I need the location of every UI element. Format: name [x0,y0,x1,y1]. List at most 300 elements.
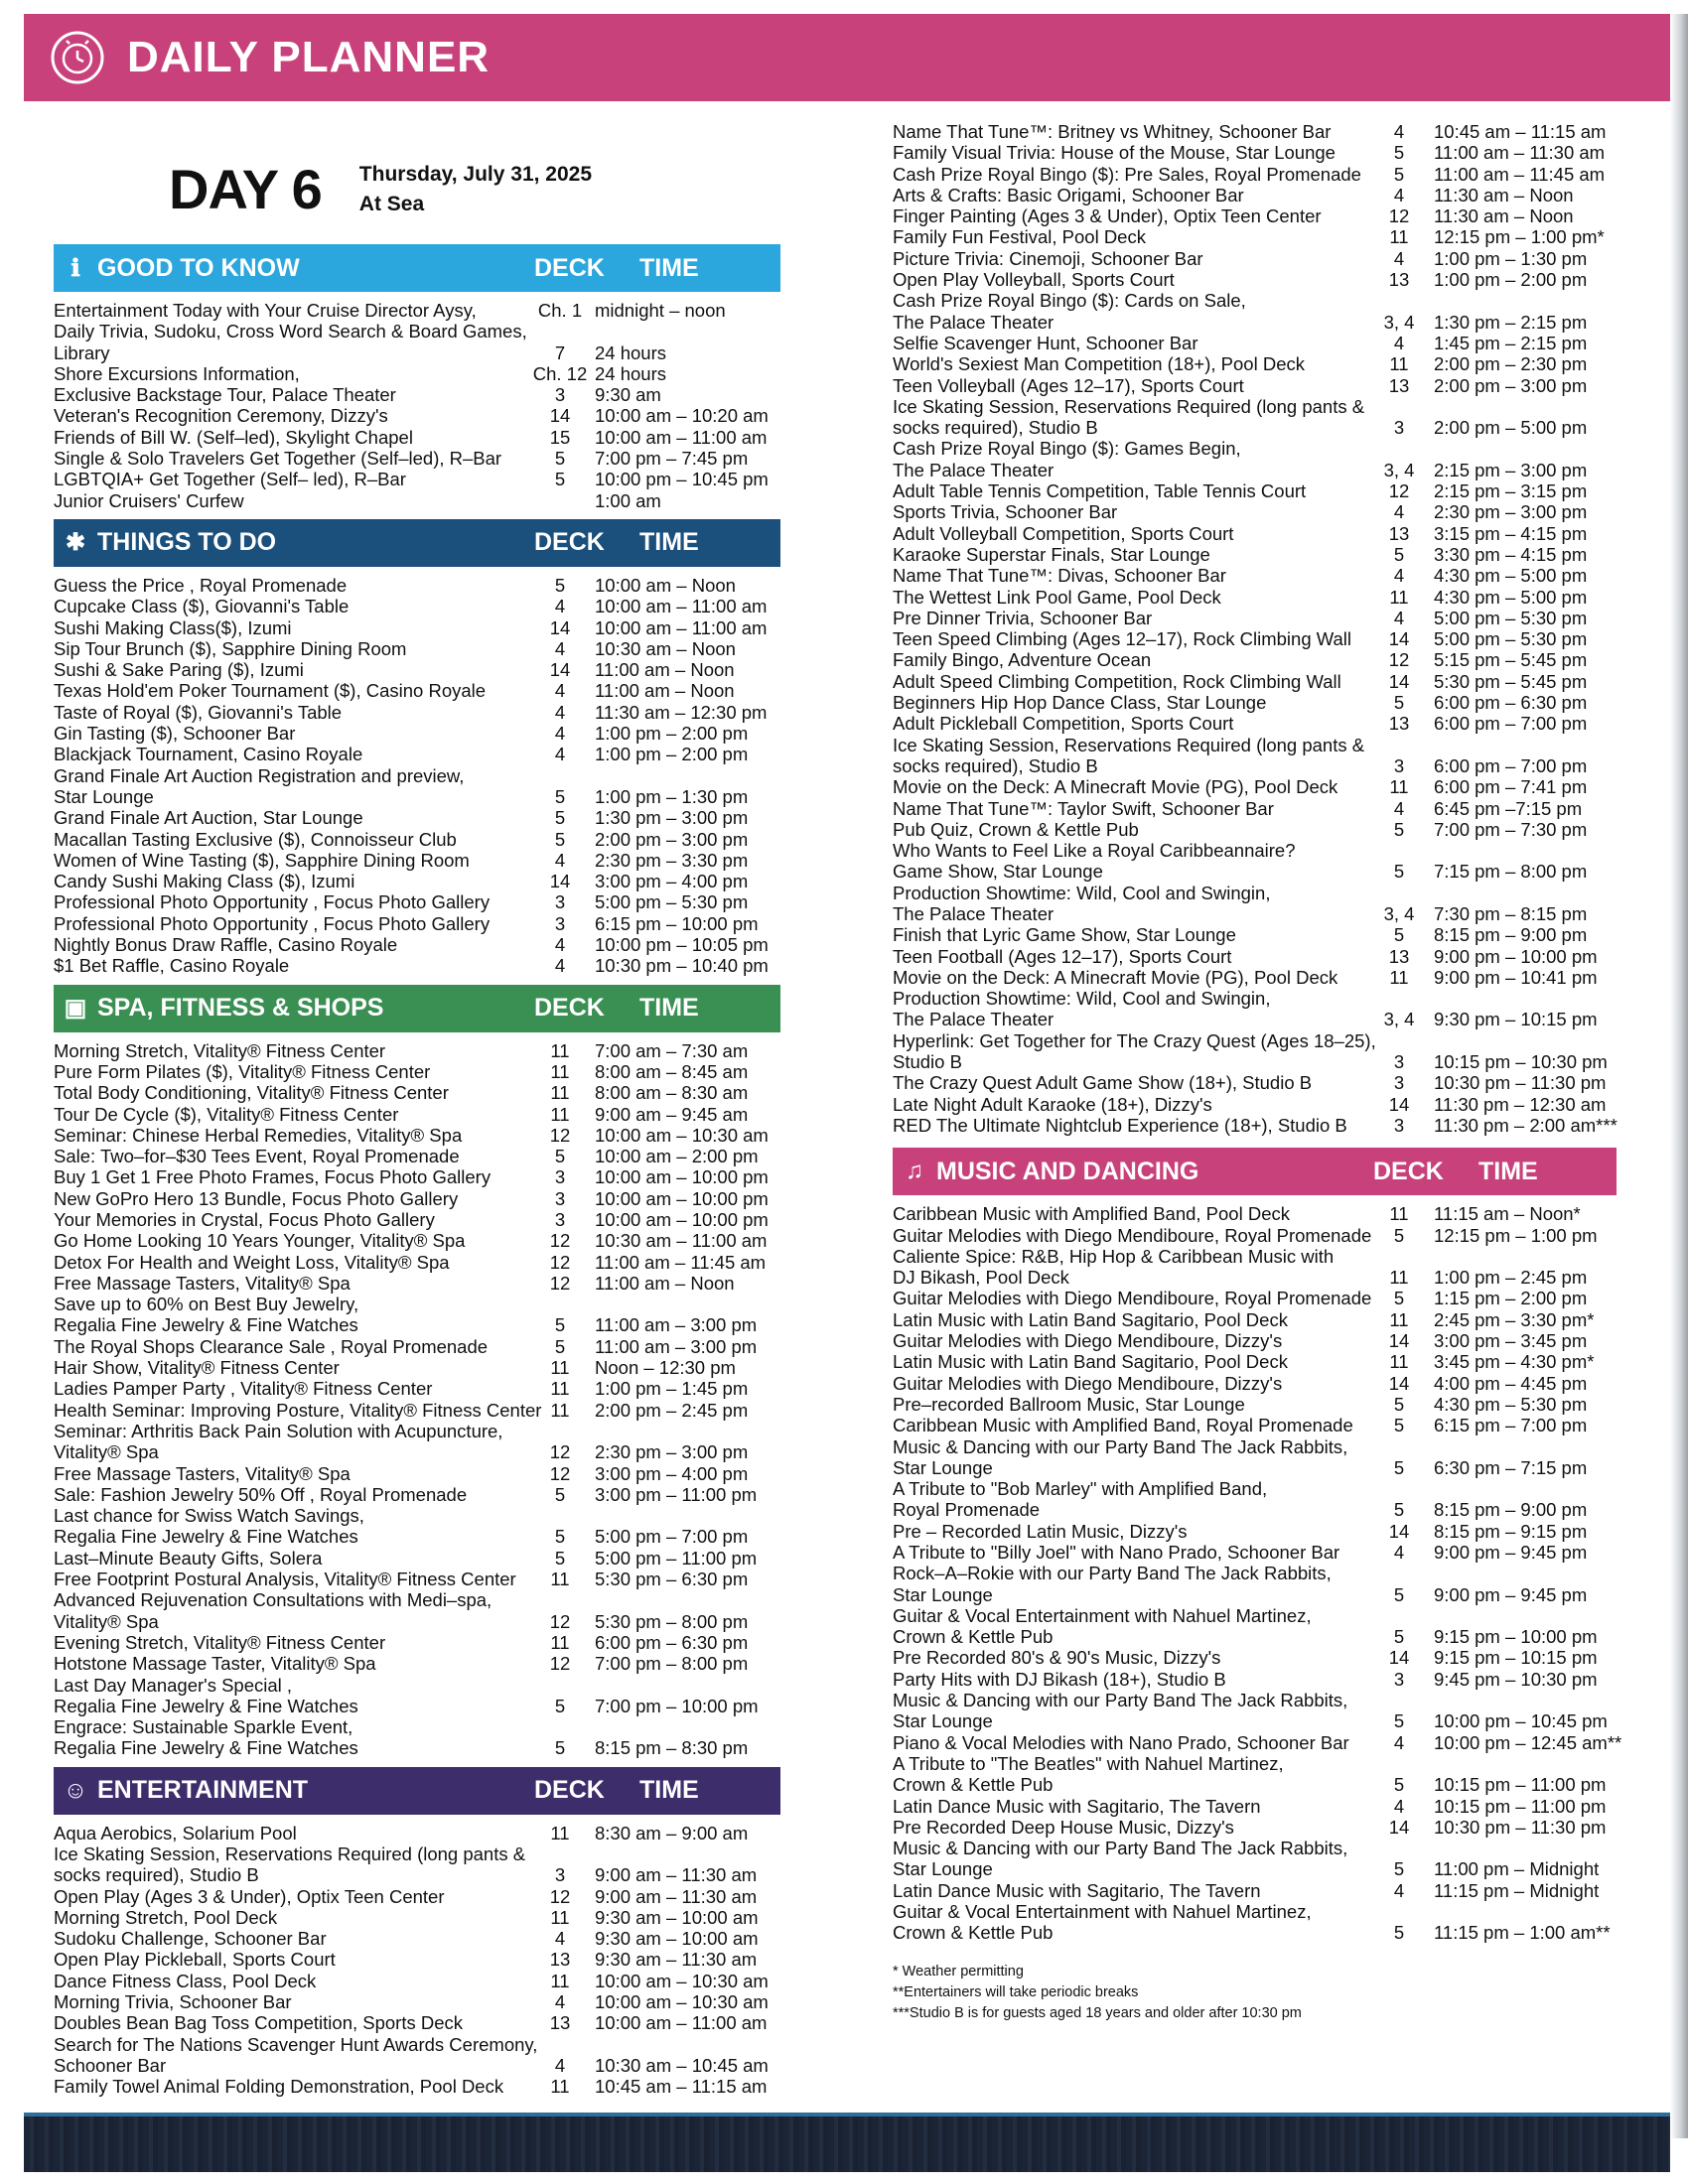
schedule-event: Ice Skating Session, Reservations Required (long pants & [893,395,1365,417]
schedule-event: The Crazy Quest Adult Game Show (18+), Studio B [893,1072,1313,1094]
schedule-deck: 11 [550,1822,570,1843]
schedule-event: Daily Trivia, Sudoku, Cross Word Search & Board Games, [54,321,527,342]
schedule-time: 9:00 pm – 9:45 pm [1434,1583,1588,1605]
schedule-row [893,1922,1627,1943]
schedule-deck: 11 [1389,1203,1409,1225]
schedule-deck: 5 [554,1314,566,1336]
schedule-row [893,819,1627,840]
schedule-deck: 5 [554,1547,566,1569]
schedule-row [54,1336,780,1357]
schedule-time: 10:00 am – 11:00 am [595,616,768,638]
schedule-deck [1364,1030,1434,1051]
schedule-deck: 5 [554,1695,566,1716]
schedule-time [1434,1246,1627,1267]
schedule-event: Exclusive Backstage Tour, Palace Theater [54,384,396,406]
schedule-deck: 5 [1393,1710,1405,1732]
schedule-time: 11:15 pm – Midnight [1434,1879,1600,1901]
schedule-row [893,501,1627,522]
schedule-time: 6:15 pm – 7:00 pm [1434,1415,1588,1436]
schedule-row [54,807,780,828]
schedule-row [893,1880,1627,1901]
schedule-time: 4:00 pm – 4:45 pm [1434,1372,1588,1394]
schedule-event: Production Showtime: Wild, Cool and Swingin, [893,882,1271,903]
schedule-deck: 3 [1393,754,1405,776]
schedule-event: Last Day Manager's Special , [54,1674,293,1696]
schedule-event: Adult Pickleball Competition, Sports Court [893,713,1234,735]
schedule-deck [1364,1478,1434,1499]
schedule-time: 11:00 am – 11:45 am [1434,163,1606,185]
schedule-deck: 3 [1393,1114,1405,1136]
schedule-row [893,523,1627,544]
schedule-event: Shore Excursions Information, [54,362,300,384]
schedule-event: Latin Dance Music with Sagitario, The Tavern [893,1795,1261,1817]
schedule-event: The Palace Theater [893,311,1055,333]
schedule-row [54,1209,780,1230]
schedule-event: Morning Trivia, Schooner Bar [54,1991,292,2013]
schedule-event: Teen Speed Climbing (Ages 12–17), Rock Climbing Wall [893,628,1352,650]
schedule-event: Professional Photo Opportunity , Focus Photo Gallery [54,891,491,913]
schedule-event: Latin Music with Latin Band Sagitario, Pool Deck [893,1351,1288,1373]
schedule-deck: 13 [1388,374,1410,396]
schedule-row [54,1040,780,1061]
schedule-event: Pre Recorded 80's & 90's Music, Dizzy's [893,1647,1221,1669]
footnote: **Entertainers will take periodic breaks [893,1983,1139,2000]
schedule-event: Sip Tour Brunch ($), Sapphire Dining Room [54,637,407,659]
schedule-row [54,1971,780,1991]
schedule-deck: 11 [1389,966,1409,988]
schedule-event: Free Footprint Postural Analysis, Vitality® Fitness Center [54,1569,516,1590]
schedule-row [54,913,780,934]
schedule-event: Last–Minute Beauty Gifts, Solera [54,1547,323,1569]
schedule-event: Sudoku Challenge, Schooner Bar [54,1928,327,1950]
schedule-time: 11:30 am – Noon [1434,184,1574,205]
schedule-time [595,1294,780,1314]
schedule-deck: 13 [1388,713,1410,735]
schedule-event: Tour De Cycle ($), Vitality® Fitness Center [54,1103,399,1125]
schedule-deck [1364,1605,1434,1626]
schedule-row [54,1252,780,1273]
schedule-row [893,205,1627,226]
schedule-row [893,480,1627,501]
schedule-event: Teen Football (Ages 12–17), Sports Court [893,945,1232,967]
schedule-time: 3:00 pm – 4:00 pm [595,1462,749,1484]
schedule-row [54,448,780,469]
schedule-deck: 4 [1393,1795,1405,1817]
schedule-deck [525,765,595,786]
schedule-row [893,1030,1627,1051]
schedule-row [893,1796,1627,1817]
schedule-list [893,1203,1627,1943]
schedule-time: 10:00 pm – 10:45 pm [1434,1710,1608,1732]
schedule-event: Schooner Bar [54,2054,167,2076]
schedule-time: 10:30 am – 11:00 am [595,1230,768,1252]
schedule-time: 1:00 pm – 1:30 pm [595,785,749,807]
schedule-row [893,798,1627,819]
schedule-event: Beginners Hip Hop Dance Class, Star Lounge [893,692,1267,714]
schedule-time: 24 hours [595,362,666,384]
schedule-row [893,417,1627,438]
schedule-time: 10:00 am – 2:00 pm [595,1146,759,1167]
schedule-time: 10:00 am – 11:00 am [595,596,768,617]
schedule-row [893,924,1627,945]
schedule-event: Free Massage Tasters, Vitality® Spa [54,1462,351,1484]
schedule-row [893,1669,1627,1690]
schedule-time [595,1421,780,1441]
schedule-deck: 3 [554,1166,566,1188]
schedule-deck: 5 [554,785,566,807]
schedule-event: Open Play Pickleball, Sports Court [54,1949,336,1971]
schedule-deck: 11 [1389,1351,1409,1373]
schedule-row [54,2055,780,2076]
schedule-time: 10:00 am – Noon [595,574,736,596]
right-column [893,121,1627,2024]
section-entertainment [54,1767,780,2098]
schedule-row [54,702,780,723]
schedule-row [893,671,1627,692]
schedule-deck [1364,1690,1434,1710]
schedule-time: 9:30 am – 10:00 am [595,1928,759,1950]
schedule-row [893,1115,1627,1136]
schedule-time: 2:00 pm – 5:00 pm [1434,417,1588,439]
schedule-row [893,946,1627,967]
schedule-deck [525,1716,595,1737]
schedule-time: 4:30 pm – 5:00 pm [1434,565,1588,587]
schedule-row [54,1421,780,1441]
schedule-time: 1:30 pm – 2:15 pm [1434,311,1588,333]
schedule-deck: 5 [554,807,566,829]
schedule-event: A Tribute to "Billy Joel" with Nano Prado, Schooner Bar [893,1542,1340,1563]
schedule-time: 6:00 pm – 6:30 pm [595,1631,749,1653]
schedule-time: 1:00 pm – 2:45 pm [1434,1267,1588,1289]
schedule-event: Crown & Kettle Pub [893,1626,1054,1648]
schedule-time: 6:00 pm – 6:30 pm [1434,692,1588,714]
schedule-deck: 11 [550,1906,570,1928]
time-column-header: TIME [1478,1157,1538,1185]
schedule-event: Ladies Pamper Party , Vitality® Fitness Center [54,1378,433,1400]
schedule-event: Evening Stretch, Vitality® Fitness Center [54,1631,386,1653]
schedule-row [54,1737,780,1758]
schedule-list [54,300,780,511]
schedule-time: 7:00 am – 7:30 am [595,1039,749,1061]
schedule-event: Caliente Spice: R&B, Hip Hop & Caribbean Music with [893,1245,1335,1267]
schedule-time [595,765,780,786]
schedule-event: Guitar Melodies with Diego Mendiboure, Royal Promenade [893,1224,1372,1246]
schedule-row [54,490,780,511]
schedule-time: 11:00 am – 11:45 am [595,1251,767,1273]
schedule-time: 10:00 pm – 10:05 pm [595,934,769,956]
schedule-row [893,1051,1627,1072]
schedule-time: 10:30 am – 10:45 am [595,2054,769,2076]
schedule-time [1434,1901,1627,1922]
schedule-time: 10:30 pm – 10:40 pm [595,955,769,977]
schedule-event: Guitar & Vocal Entertainment with Nahuel Martinez, [893,1901,1312,1923]
schedule-event: Total Body Conditioning, Vitality® Fitness Center [54,1082,449,1104]
schedule-deck: 3 [554,1208,566,1230]
schedule-deck [525,1589,595,1610]
schedule-event: Nightly Bonus Draw Raffle, Casino Royale [54,934,398,956]
schedule-deck [1364,1901,1434,1922]
schedule-deck: 5 [1393,1499,1405,1521]
schedule-row [54,342,780,363]
schedule-deck: 5 [1393,1224,1405,1246]
time-column-header: TIME [639,528,699,557]
day-date: Thursday, July 31, 2025 [358,162,593,186]
schedule-row [893,1521,1627,1542]
schedule-deck: 4 [554,955,566,977]
schedule-event: Health Seminar: Improving Posture, Vitality® Fitness Center [54,1399,542,1421]
schedule-time [1434,883,1627,903]
schedule-row [893,735,1627,755]
schedule-time: 11:00 pm – Midnight [1434,1858,1600,1880]
schedule-time [1434,1605,1627,1626]
schedule-deck: 4 [1393,607,1405,628]
schedule-time: 3:30 pm – 4:15 pm [1434,543,1588,565]
schedule-event: Morning Stretch, Pool Deck [54,1906,278,1928]
schedule-time: 9:30 pm – 10:15 pm [1434,1009,1598,1030]
schedule-event: Buy 1 Get 1 Free Photo Frames, Focus Photo Gallery [54,1166,492,1188]
schedule-event: Free Massage Tasters, Vitality® Spa [54,1272,351,1294]
schedule-event: Veteran's Recognition Ceremony, Dizzy's [54,405,388,427]
schedule-time [1434,1478,1627,1499]
schedule-row [893,1288,1627,1308]
schedule-time: 4:30 pm – 5:30 pm [1434,1393,1588,1415]
schedule-row [54,680,780,701]
schedule-event: Family Bingo, Adventure Ocean [893,649,1152,671]
schedule-deck [525,1505,595,1526]
schedule-time: 5:30 pm – 5:45 pm [1434,670,1588,692]
schedule-time: 9:00 am – 11:30 am [595,1885,758,1907]
schedule-row [893,248,1627,269]
schedule-row [54,1230,780,1251]
schedule-time: 4:30 pm – 5:00 pm [1434,586,1588,608]
schedule-time: 1:00 pm – 2:00 pm [595,723,749,745]
schedule-row [54,871,780,891]
schedule-time: 11:00 am – 3:00 pm [595,1335,758,1357]
schedule-row [893,692,1627,713]
schedule-deck: 5 [554,1526,566,1548]
schedule-event: Hotstone Massage Taster, Vitality® Spa [54,1653,376,1675]
schedule-deck: 11 [550,1569,570,1590]
schedule-event: Morning Stretch, Vitality® Fitness Center [54,1039,386,1061]
schedule-row [54,1548,780,1569]
schedule-event: Detox For Health and Weight Loss, Vitality® Spa [54,1251,450,1273]
schedule-row [54,1104,780,1125]
schedule-row [54,786,780,807]
schedule-time: 11:00 am – 11:30 am [1434,142,1606,164]
schedule-row [54,1907,780,1928]
schedule-time: 8:15 pm – 9:00 pm [1434,1499,1588,1521]
schedule-event: Engrace: Sustainable Sparkle Event, [54,1716,353,1738]
schedule-deck: 3 [554,912,566,934]
schedule-row [893,1753,1627,1774]
schedule-row [893,1542,1627,1563]
schedule-time: 10:15 pm – 10:30 pm [1434,1051,1608,1073]
schedule-deck: 3 [554,891,566,913]
schedule-row [893,1457,1627,1478]
schedule-row [893,1072,1627,1093]
schedule-time: 8:00 am – 8:45 am [595,1060,749,1082]
schedule-row [893,1858,1627,1879]
schedule-row [54,1526,780,1547]
schedule-row [893,1901,1627,1922]
schedule-row [54,405,780,426]
schedule-time: 10:15 pm – 11:00 pm [1434,1774,1607,1796]
schedule-time [1434,438,1627,459]
schedule-time [1434,1030,1627,1051]
deck-column-header: DECK [534,528,605,557]
schedule-time: 2:00 pm – 2:45 pm [595,1399,749,1421]
schedule-event: Adult Volleyball Competition, Sports Court [893,522,1234,544]
schedule-time: 10:00 am – 10:30 am [595,1991,769,2013]
schedule-deck: 5 [1393,818,1405,840]
schedule-deck: 5 [554,448,566,470]
schedule-deck: 4 [554,849,566,871]
schedule-row [893,269,1627,290]
schedule-time: 9:30 am – 10:00 am [595,1906,759,1928]
schedule-deck: 11 [1389,776,1409,798]
schedule-deck: Ch. 1 [537,300,583,321]
schedule-row [54,1886,780,1907]
schedule-event: Music & Dancing with our Party Band The Jack Rabbits, [893,1690,1348,1711]
schedule-row [54,934,780,955]
schedule-deck: 4 [1393,797,1405,819]
schedule-row [54,891,780,912]
schedule-time [595,1589,780,1610]
schedule-row [893,649,1627,670]
schedule-deck: 5 [1393,1456,1405,1478]
schedule-deck: 5 [1393,1774,1405,1796]
schedule-time: 9:00 pm – 10:00 pm [1434,945,1598,967]
schedule-time: 9:00 pm – 10:41 pm [1434,966,1598,988]
schedule-time: 6:00 pm – 7:00 pm [1434,713,1588,735]
schedule-time: 6:00 pm – 7:41 pm [1434,776,1588,798]
schedule-deck: 11 [1389,226,1409,248]
schedule-event: Candy Sushi Making Class ($), Izumi [54,871,355,892]
section-spa-fitness-shops [54,985,780,1759]
schedule-deck: 5 [1393,142,1405,164]
schedule-row [54,1949,780,1970]
schedule-time [1434,1690,1627,1710]
shopping-bag-icon: ▣ [64,995,87,1023]
schedule-time: 8:15 pm – 9:15 pm [1434,1520,1588,1542]
schedule-time: 10:15 pm – 11:00 pm [1434,1795,1607,1817]
schedule-deck: 5 [1393,1858,1405,1880]
schedule-event: Entertainment Today with Your Cruise Director Aysy, [54,300,477,321]
schedule-row [54,1273,780,1294]
schedule-deck: 13 [1388,522,1410,544]
day-number: DAY 6 [169,158,322,220]
schedule-time: 6:45 pm –7:15 pm [1434,797,1583,819]
schedule-event: Pre Dinner Trivia, Schooner Bar [893,607,1153,628]
schedule-deck [525,490,595,511]
schedule-event: socks required), Studio B [893,417,1098,439]
schedule-event: Production Showtime: Wild, Cool and Swingin, [893,988,1271,1010]
schedule-deck: 4 [554,680,566,702]
schedule-event: A Tribute to "Bob Marley" with Amplified Band, [893,1478,1268,1500]
schedule-time: 9:15 pm – 10:15 pm [1434,1647,1598,1669]
schedule-time: 9:45 pm – 10:30 pm [1434,1668,1598,1690]
schedule-row [54,1696,780,1716]
schedule-row [54,1146,780,1166]
schedule-deck [1364,883,1434,903]
schedule-event: A Tribute to "The Beatles" with Nahuel Martinez, [893,1752,1284,1774]
schedule-deck: 5 [554,469,566,490]
schedule-row [893,713,1627,734]
schedule-deck: 13 [1388,945,1410,967]
schedule-row [893,460,1627,480]
schedule-time: 11:00 am – Noon [595,1272,735,1294]
schedule-time: 5:15 pm – 5:45 pm [1434,649,1588,671]
schedule-deck: 5 [1393,924,1405,946]
schedule-event: Selfie Scavenger Hunt, Schooner Bar [893,332,1198,353]
schedule-deck: 5 [554,574,566,596]
schedule-time: 10:30 am – Noon [595,637,736,659]
schedule-event: Who Wants to Feel Like a Royal Caribbeannaire? [893,840,1296,862]
schedule-time: 3:15 pm – 4:15 pm [1434,522,1588,544]
schedule-event: Taste of Royal ($), Giovanni's Table [54,701,343,723]
schedule-row [54,744,780,764]
schedule-event: Regalia Fine Jewelry & Fine Watches [54,1737,358,1759]
schedule-deck: 5 [1393,543,1405,565]
schedule-event: The Palace Theater [893,902,1055,924]
page-title: DAILY PLANNER [127,33,491,81]
schedule-event: Crown & Kettle Pub [893,1922,1054,1944]
schedule-deck: 11 [550,1103,570,1125]
schedule-event: Party Hits with DJ Bikash (18+), Studio B [893,1668,1226,1690]
section-header-things-to-do [54,519,780,567]
schedule-row [54,1441,780,1462]
schedule-time: 2:45 pm – 3:30 pm* [1434,1308,1595,1330]
schedule-event: Macallan Tasting Exclusive ($), Connoisseur Club [54,828,457,850]
schedule-deck: 12 [549,1441,571,1463]
schedule-event: Ice Skating Session, Reservations Required (long pants & [893,734,1365,755]
schedule-deck: 11 [550,1399,570,1421]
schedule-time: 10:00 am – 10:00 pm [595,1208,769,1230]
schedule-row [54,1991,780,2012]
schedule-deck: 5 [554,1483,566,1505]
schedule-time: 11:15 am – Noon* [1434,1203,1581,1225]
section-title: MUSIC AND DANCING [936,1157,1199,1185]
schedule-row [54,2076,780,2097]
schedule-time: 7:00 pm – 8:00 pm [595,1653,749,1675]
schedule-event: Caribbean Music with Amplified Band, Pool Deck [893,1203,1290,1225]
schedule-row [893,840,1627,861]
schedule-row [893,396,1627,417]
schedule-event: Royal Promenade [893,1499,1041,1521]
schedule-deck: 3 [1393,1072,1405,1094]
schedule-time: 1:30 pm – 3:00 pm [595,807,749,829]
schedule-deck: 3 [554,1187,566,1209]
section-things-to-do [54,519,780,977]
schedule-deck [1364,438,1434,459]
schedule-deck: 12 [549,1610,571,1632]
schedule-time: 12:15 pm – 1:00 pm* [1434,226,1605,248]
schedule-deck: 14 [1388,1520,1410,1542]
schedule-event: Your Memories in Crystal, Focus Photo Gallery [54,1208,435,1230]
schedule-row [893,1094,1627,1115]
schedule-row [893,608,1627,628]
schedule-row [893,1817,1627,1838]
schedule-time: 10:00 pm – 10:45 pm [595,469,769,490]
schedule-row [893,1267,1627,1288]
schedule-row [54,1166,780,1187]
schedule-event: Cash Prize Royal Bingo ($): Pre Sales, Royal Promenade [893,163,1361,185]
schedule-deck [525,1421,595,1441]
schedule-deck: 12 [549,1124,571,1146]
schedule-deck: 14 [549,659,571,681]
schedule-deck: 4 [1393,565,1405,587]
music-note-icon: ♫ [906,1158,923,1185]
